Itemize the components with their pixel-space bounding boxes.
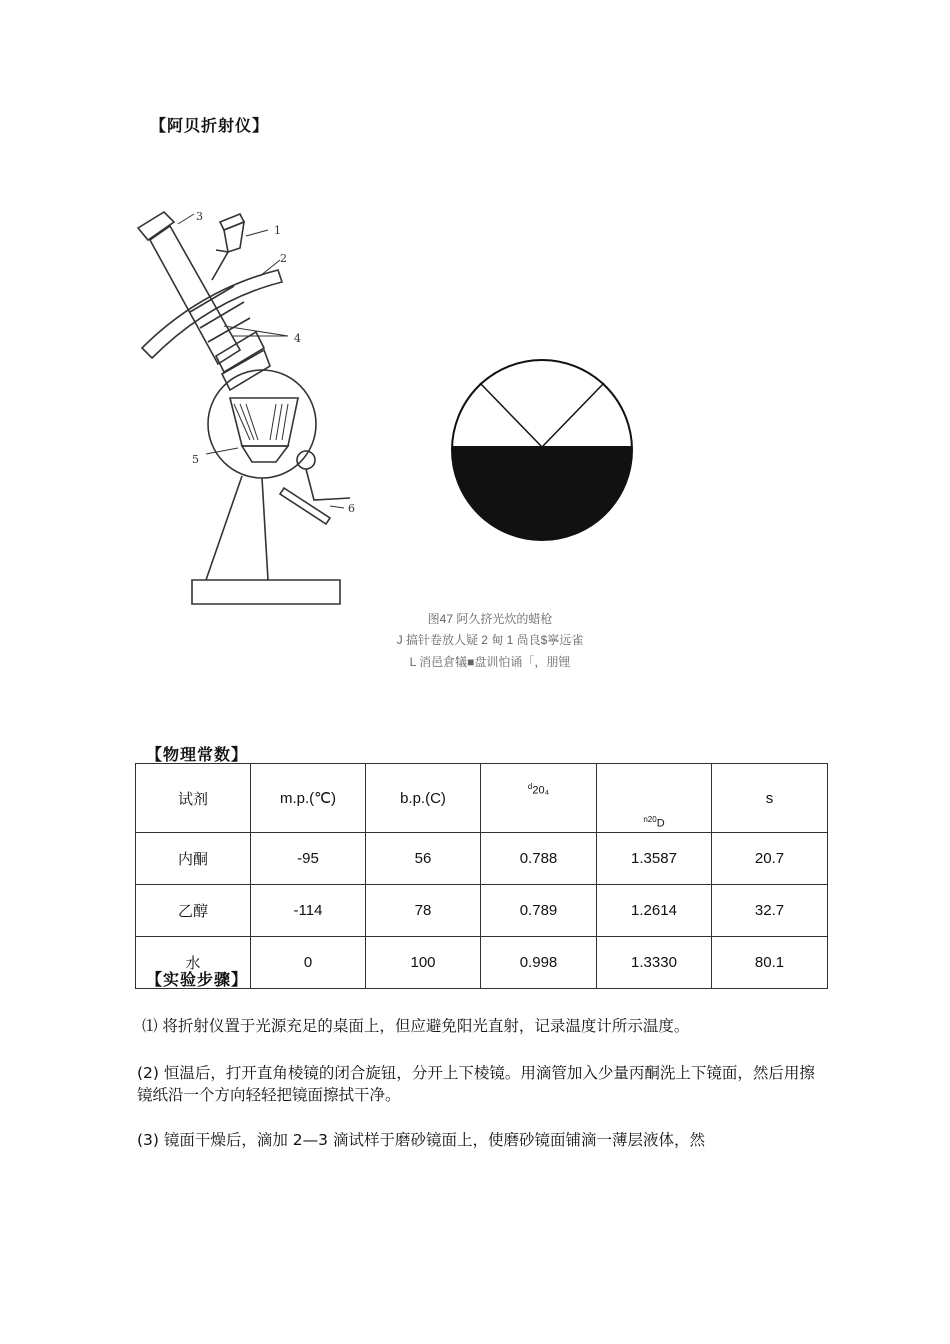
table-row — [136, 833, 828, 885]
section-heading-instrument: 【阿贝折射仪】 — [150, 116, 270, 135]
table-cell: 水 — [136, 937, 251, 989]
table-cell: 56 — [366, 833, 481, 885]
table-cell: 0.998 — [481, 937, 597, 989]
table-cell: -95 — [251, 833, 366, 885]
table-cell: 78 — [366, 885, 481, 937]
table-cell: 20.7 — [712, 833, 828, 885]
figure-caption-line-3: L 消邑倉犠■盘训怕诵「，朋锂 — [409, 655, 571, 669]
header-cell: s — [712, 764, 828, 833]
header-cell-density — [481, 764, 597, 833]
refractometer-diagram — [130, 200, 370, 610]
header-cell: 试剂 — [136, 764, 251, 833]
figure-label-6: 6 — [348, 502, 355, 515]
table-cell: 100 — [366, 937, 481, 989]
header-n-main: D — [656, 818, 665, 830]
physical-constants-table — [135, 763, 828, 989]
header-cell: b.p.(C) — [366, 764, 481, 833]
section-heading-constants: 【物理常数】 — [146, 745, 249, 764]
step-paragraph-3: (3) 镜面干燥后，滴加 2—3 滴试样于磨砂镜面上，使磨砂镜面铺滴一薄层液体，然 — [137, 1131, 705, 1149]
table-cell: 0.788 — [481, 833, 597, 885]
table-cell: 0 — [251, 937, 366, 989]
table-cell: 1.2614 — [597, 885, 712, 937]
step-paragraph-2: (2) 恒温后，打开直角棱镜的闭合旋钮，分开上下棱镜。用滴管加入少量丙酮洗上下镜面，然后用擦镜纸沿一个方向轻轻把镜面擦拭干净。 — [137, 1064, 815, 1104]
figure-label-3: 3 — [196, 210, 203, 223]
figure-label-2: 2 — [280, 252, 287, 265]
table-cell: 乙醇 — [136, 885, 251, 937]
figure-label-5: 5 — [192, 453, 199, 466]
table-cell: 内酮 — [136, 833, 251, 885]
table-row — [136, 885, 828, 937]
table-cell: 1.3587 — [597, 833, 712, 885]
header-d-sup: d — [527, 782, 533, 791]
header-cell-refractive-index — [597, 764, 712, 833]
table-cell: 0.789 — [481, 885, 597, 937]
figure-caption-line-1: 图47 阿久挤光炊的蜡枪 — [427, 612, 553, 626]
figure-label-1: 1 — [274, 224, 281, 237]
figure-label-4: 4 — [294, 332, 301, 345]
section-heading-steps: 【实验步骤】 — [146, 970, 249, 989]
table-header-row — [136, 764, 828, 833]
figure-caption-line-2: J 搞针卷放人疑 2 甸 1 咼良$寧远雀 — [396, 633, 584, 647]
table-cell: 1.3330 — [597, 937, 712, 989]
header-cell: m.p.(℃) — [251, 764, 366, 833]
table-cell: 32.7 — [712, 885, 828, 937]
step-paragraph-1: ⑴ 将折射仪置于光源充足的桌面上，但应避免阳光直射，记录温度计所示温度。 — [142, 1017, 690, 1035]
table-cell: -114 — [251, 885, 366, 937]
header-n-sup: n20 — [643, 815, 657, 825]
header-d-main: 20₄ — [532, 784, 550, 797]
field-of-view-diagram — [450, 355, 640, 545]
table-cell: 80.1 — [712, 937, 828, 989]
